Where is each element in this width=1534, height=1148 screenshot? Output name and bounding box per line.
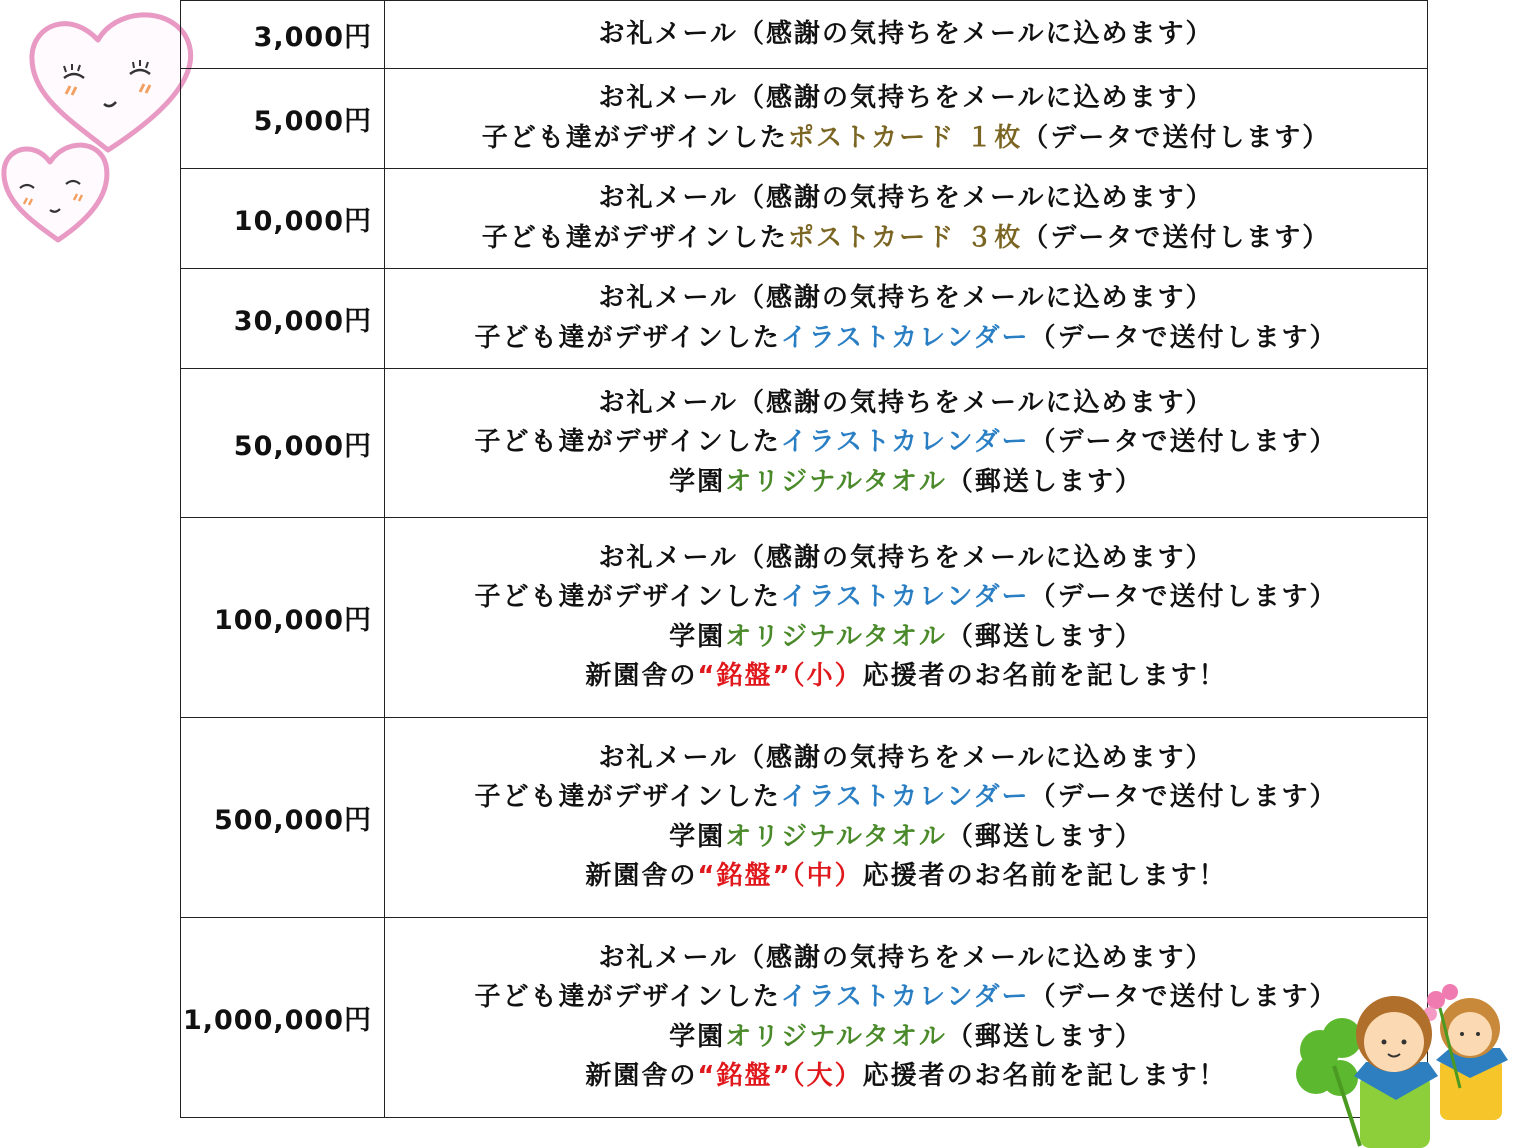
reward-line bbox=[385, 778, 1427, 818]
highlight-red: “銘盤”（中） bbox=[697, 861, 863, 891]
reward-text: お礼メール（感謝の気持ちをメールに込めます） bbox=[598, 387, 1214, 418]
reward-description bbox=[385, 369, 1428, 518]
reward-line bbox=[385, 739, 1427, 779]
reward-row bbox=[181, 518, 1428, 718]
reward-text: お礼メール（感謝の気持ちをメールに込めます） bbox=[598, 18, 1214, 49]
reward-description bbox=[385, 69, 1428, 169]
reward-text: 子ども達がデザインした bbox=[474, 582, 781, 612]
reward-line bbox=[385, 319, 1427, 359]
reward-line bbox=[385, 818, 1427, 858]
reward-line bbox=[385, 119, 1427, 159]
large-heart-icon bbox=[32, 15, 191, 150]
donation-amount: 100,000円 bbox=[181, 518, 385, 718]
reward-line bbox=[385, 939, 1427, 979]
reward-line bbox=[385, 578, 1427, 618]
reward-text: 子ども達がデザインした bbox=[481, 222, 788, 253]
reward-text: 学園 bbox=[669, 621, 726, 652]
reward-row bbox=[181, 918, 1428, 1118]
reward-text: 子ども達がデザインした bbox=[474, 782, 781, 812]
reward-text: （データで送付します） bbox=[1022, 222, 1331, 253]
reward-text: （データで送付します） bbox=[1022, 122, 1331, 153]
reward-text: （データで送付します） bbox=[1029, 427, 1338, 458]
highlight-blue: イラストカレンダー bbox=[780, 322, 1030, 353]
reward-line bbox=[385, 219, 1427, 259]
reward-text: 新園舎の bbox=[585, 661, 698, 691]
reward-line bbox=[385, 423, 1427, 463]
reward-description bbox=[385, 918, 1428, 1118]
reward-text: （データで送付します） bbox=[1029, 582, 1338, 612]
reward-text: 新園舎の bbox=[585, 861, 698, 891]
highlight-blue: イラストカレンダー bbox=[780, 982, 1030, 1012]
reward-line bbox=[385, 79, 1427, 119]
donation-amount: 30,000円 bbox=[181, 269, 385, 369]
reward-line bbox=[385, 1018, 1427, 1058]
reward-text: お礼メール（感謝の気持ちをメールに込めます） bbox=[598, 183, 1214, 213]
donation-amount: 50,000円 bbox=[181, 369, 385, 518]
donation-amount: 500,000円 bbox=[181, 718, 385, 918]
reward-text: お礼メール（感謝の気持ちをメールに込めます） bbox=[598, 742, 1214, 773]
small-heart-icon bbox=[4, 145, 107, 240]
reward-text: 応援者のお名前を記します！ bbox=[862, 661, 1227, 691]
reward-text: （郵送します） bbox=[946, 621, 1143, 652]
reward-line bbox=[385, 657, 1427, 697]
reward-text: お礼メール（感謝の気持ちをメールに込めます） bbox=[598, 283, 1214, 313]
reward-row bbox=[181, 69, 1428, 169]
highlight-blue: イラストカレンダー bbox=[780, 427, 1030, 458]
reward-line bbox=[385, 978, 1427, 1018]
reward-table bbox=[180, 0, 1428, 1118]
boy-icon bbox=[1354, 996, 1438, 1148]
reward-text: 学園 bbox=[669, 466, 726, 497]
reward-line bbox=[385, 179, 1427, 219]
reward-text: （郵送します） bbox=[946, 466, 1143, 497]
reward-line bbox=[385, 463, 1427, 503]
reward-line bbox=[385, 539, 1427, 579]
reward-text: （データで送付します） bbox=[1029, 782, 1338, 812]
reward-text: 子ども達がデザインした bbox=[474, 322, 781, 353]
reward-text: 子ども達がデザインした bbox=[481, 122, 788, 153]
reward-row bbox=[181, 718, 1428, 918]
reward-description bbox=[385, 718, 1428, 918]
girl-icon bbox=[1423, 984, 1508, 1120]
highlight-green: オリジナルタオル bbox=[725, 821, 947, 852]
reward-line bbox=[385, 15, 1427, 55]
highlight-red: “銘盤”（小） bbox=[697, 661, 863, 691]
reward-text: 応援者のお名前を記します！ bbox=[862, 861, 1227, 891]
reward-text: 新園舎の bbox=[585, 1061, 698, 1091]
reward-text: 学園 bbox=[669, 821, 726, 852]
reward-text: （データで送付します） bbox=[1029, 982, 1338, 1012]
reward-row bbox=[181, 169, 1428, 269]
highlight-green: オリジナルタオル bbox=[725, 466, 947, 497]
reward-text: お礼メール（感謝の気持ちをメールに込めます） bbox=[598, 542, 1214, 573]
highlight-green: オリジナルタオル bbox=[725, 621, 947, 652]
donation-amount: 1,000,000円 bbox=[181, 918, 385, 1118]
highlight-green: オリジナルタオル bbox=[725, 1021, 947, 1052]
reward-text: 子ども達がデザインした bbox=[474, 982, 781, 1012]
reward-text: お礼メール（感謝の気持ちをメールに込めます） bbox=[598, 83, 1214, 113]
reward-text: （郵送します） bbox=[946, 821, 1143, 852]
reward-text: （データで送付します） bbox=[1029, 322, 1338, 353]
reward-description bbox=[385, 269, 1428, 369]
children-with-flowers-illustration bbox=[1290, 978, 1534, 1148]
reward-row bbox=[181, 369, 1428, 518]
highlight-blue: イラストカレンダー bbox=[780, 582, 1030, 612]
highlight-red: “銘盤”（大） bbox=[697, 1061, 863, 1091]
highlight-gold: ポストカード １枚 bbox=[787, 122, 1023, 153]
reward-description bbox=[385, 1, 1428, 69]
highlight-gold: ポストカード ３枚 bbox=[787, 222, 1023, 253]
reward-row bbox=[181, 1, 1428, 69]
donation-amount: 10,000円 bbox=[181, 169, 385, 269]
smiling-hearts-illustration bbox=[0, 0, 210, 250]
reward-line bbox=[385, 279, 1427, 319]
reward-line bbox=[385, 618, 1427, 658]
reward-line bbox=[385, 384, 1427, 424]
reward-description bbox=[385, 518, 1428, 718]
reward-text: （郵送します） bbox=[946, 1021, 1143, 1052]
donation-amount: 3,000円 bbox=[181, 1, 385, 69]
reward-line bbox=[385, 857, 1427, 897]
highlight-blue: イラストカレンダー bbox=[780, 782, 1030, 812]
reward-text: 学園 bbox=[669, 1021, 726, 1052]
reward-description bbox=[385, 169, 1428, 269]
reward-text: 子ども達がデザインした bbox=[474, 427, 781, 458]
reward-text: お礼メール（感謝の気持ちをメールに込めます） bbox=[598, 942, 1214, 973]
reward-line bbox=[385, 1057, 1427, 1097]
reward-text: 応援者のお名前を記します！ bbox=[862, 1061, 1227, 1091]
clover-icon bbox=[1296, 1018, 1362, 1146]
donation-amount: 5,000円 bbox=[181, 69, 385, 169]
reward-row bbox=[181, 269, 1428, 369]
